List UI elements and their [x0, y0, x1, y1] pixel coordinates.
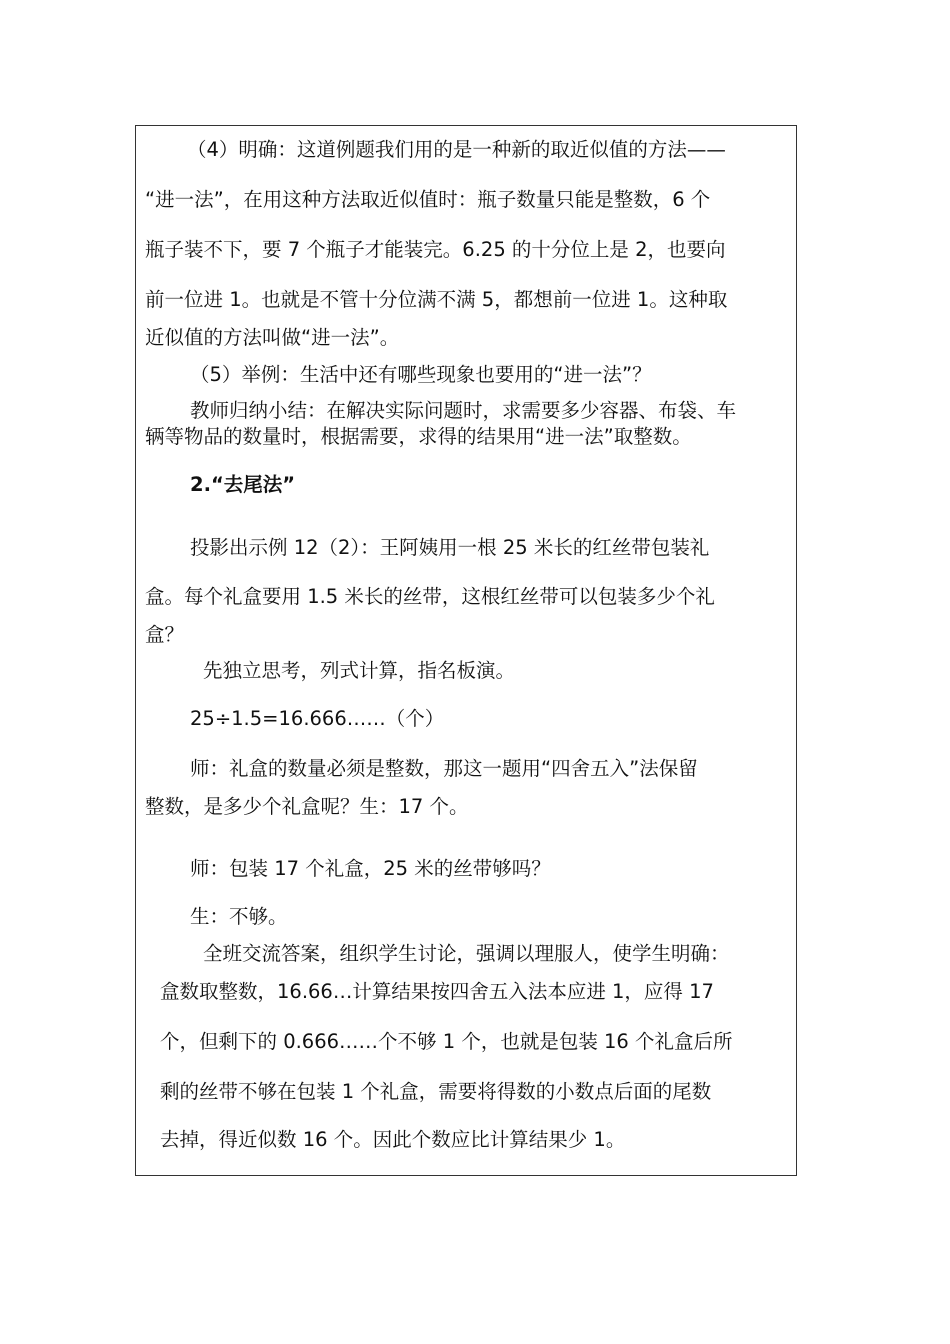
text-line: 师：礼盒的数量必须是整数，那这一题用“四舍五入”法保留 — [190, 757, 698, 780]
text-line: 盒数取整数，16.66…计算结果按四舍五入法本应进 1，应得 17 — [160, 980, 714, 1003]
text-line: 整数，是多少个礼盒呢？生：17 个。 — [145, 795, 469, 818]
text-line: 盒？ — [145, 623, 185, 646]
content-frame — [135, 125, 797, 1176]
text-line: 个，但剩下的 0.666……个不够 1 个，也就是包装 16 个礼盒后所 — [160, 1030, 733, 1053]
text-line: 盒。每个礼盒要用 1.5 米长的丝带，这根红丝带可以包装多少个礼 — [145, 585, 715, 608]
text-line: （4）明确：这道例题我们用的是一种新的取近似值的方法—— — [187, 138, 726, 161]
text-line: 辆等物品的数量时，根据需要，求得的结果用“进一法”取整数。 — [145, 425, 692, 448]
text-line: 师：包装 17 个礼盒，25 米的丝带够吗？ — [190, 857, 551, 880]
text-line: （5）举例：生活中还有哪些现象也要用的“进一法”？ — [190, 363, 652, 386]
text-line: 瓶子装不下，要 7 个瓶子才能装完。6.25 的十分位上是 2，也要向 — [145, 238, 726, 261]
formula-line: 25÷1.5=16.666……（个） — [190, 707, 445, 730]
text-line: “进一法”，在用这种方法取近似值时：瓶子数量只能是整数，6 个 — [145, 188, 711, 211]
text-line: 去掉，得近似数 16 个。因此个数应比计算结果少 1。 — [160, 1128, 626, 1151]
text-line: 生：不够。 — [190, 905, 288, 928]
text-line: 教师归纳小结：在解决实际问题时，求需要多少容器、布袋、车 — [190, 399, 737, 422]
text-line: 全班交流答案，组织学生讨论，强调以理服人，使学生明确： — [203, 942, 730, 965]
text-line: 剩的丝带不够在包装 1 个礼盒，需要将得数的小数点后面的尾数 — [160, 1080, 712, 1103]
text-line: 投影出示例 12（2）：王阿姨用一根 25 米长的红丝带包装礼 — [190, 536, 710, 559]
text-line: 先独立思考，列式计算，指名板演。 — [203, 659, 516, 682]
text-line: 近似值的方法叫做“进一法”。 — [145, 326, 400, 349]
text-line: 前一位进 1。也就是不管十分位满不满 5，都想前一位进 1。这种取 — [145, 288, 728, 311]
section-heading: 2.“去尾法” — [190, 473, 296, 496]
